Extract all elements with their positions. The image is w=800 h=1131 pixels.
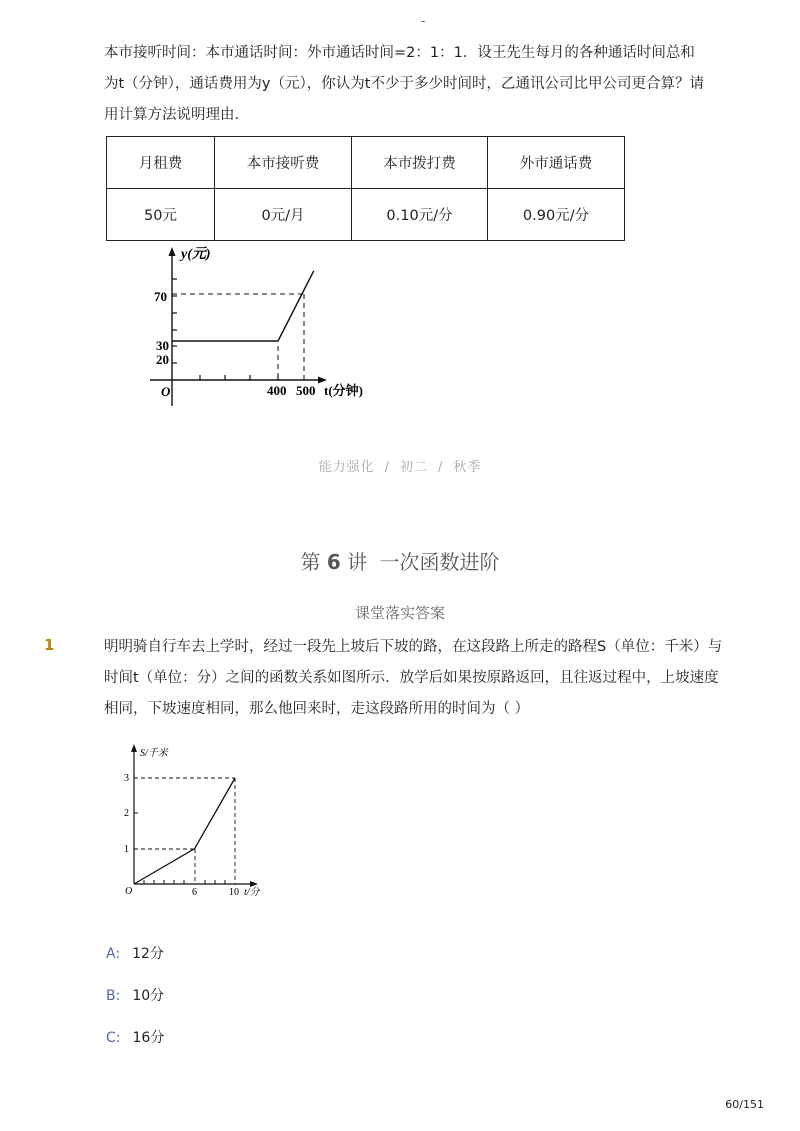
- fee-graph: [140, 240, 390, 415]
- y-axis-arrow: [169, 247, 176, 256]
- y-tick-70: 70: [154, 289, 167, 304]
- y-tick-2: 2: [124, 808, 129, 819]
- fee-value-cell: 50元: [107, 189, 215, 241]
- lecture-number: 6: [326, 550, 341, 574]
- intro-paragraph: [104, 38, 724, 131]
- course-name: 能力强化: [318, 460, 375, 475]
- fee-table-header-row: [107, 137, 625, 189]
- y-axis-arrow: [131, 744, 137, 752]
- fee-table: [106, 136, 625, 241]
- option-label: B:: [106, 988, 121, 1004]
- lecture-suffix: 讲: [347, 550, 368, 574]
- origin-label: O: [125, 886, 133, 897]
- lecture-name: 一次函数进阶: [379, 550, 500, 574]
- distance-graph: [118, 738, 278, 903]
- option-text: 16分: [132, 1030, 165, 1046]
- option-text: 10分: [132, 988, 165, 1004]
- y-axis-label: y(元): [181, 247, 211, 262]
- fee-header-cell: 本市接听费: [215, 137, 352, 189]
- fee-value-cell: 0元/月: [215, 189, 352, 241]
- fee-header-cell: 月租费: [107, 137, 215, 189]
- fee-table-value-row: [107, 189, 625, 241]
- x-axis-label: t(分钟): [324, 383, 363, 398]
- page-number: 60/151: [725, 1098, 764, 1111]
- season-name: 秋季: [453, 460, 482, 475]
- question-line-3: 相同，下坡速度相同，那么他回来时，走这段路所用的时间为（ ）: [104, 701, 530, 717]
- x-axis-label: t/分: [244, 887, 260, 898]
- option-text: 12分: [132, 946, 164, 962]
- option-a[interactable]: [106, 943, 164, 963]
- option-c[interactable]: [106, 1027, 164, 1047]
- page-header: [0, 456, 800, 475]
- header-separator: /: [438, 460, 444, 475]
- x-tick-400: 400: [267, 383, 287, 398]
- intro-line-1: 本市接听时间：本市通话时间：外市通话时间=2：1：1．设王先生每月的各种通话时间总和: [104, 45, 695, 61]
- lecture-prefix: 第: [300, 550, 321, 574]
- question-number: 1: [44, 636, 55, 654]
- option-label: A:: [106, 946, 121, 962]
- origin-label: O: [161, 384, 171, 399]
- header-separator: /: [384, 460, 390, 475]
- y-axis-label: S/千米: [140, 748, 168, 759]
- question-line-2: 时间t（单位：分）之间的函数关系如图所示．放学后如果按原路返回，且往返过程中，上坡速度: [104, 670, 719, 686]
- y-tick-30: 30: [156, 338, 169, 353]
- top-mark: -: [421, 14, 426, 28]
- lecture-title: [0, 546, 800, 575]
- section-title: 课堂落实答案: [354, 604, 445, 622]
- y-tick-20: 20: [156, 352, 169, 367]
- x-tick-6: 6: [192, 887, 197, 898]
- question-text: [104, 632, 724, 725]
- fee-header-cell: 本市拨打费: [352, 137, 488, 189]
- grade-name: 初二: [399, 460, 428, 475]
- y-tick-1: 1: [124, 844, 129, 855]
- y-tick-3: 3: [124, 773, 129, 784]
- fee-curve: [172, 271, 314, 341]
- intro-line-3: 用计算方法说明理由．: [104, 107, 249, 123]
- intro-line-2: 为t（分钟），通话费用为y（元），你认为t不少于多少时间时，乙通讯公司比甲公司更合算？请: [104, 76, 704, 92]
- fee-value-cell: 0.90元/分: [488, 189, 625, 241]
- question-line-1: 明明骑自行车去上学时，经过一段先上坡后下坡的路，在这段路上所走的路程S（单位：千米）与: [104, 639, 723, 655]
- x-tick-10: 10: [229, 887, 239, 898]
- option-b[interactable]: [106, 985, 164, 1005]
- option-label: C:: [106, 1030, 121, 1046]
- x-tick-500: 500: [296, 383, 316, 398]
- fee-header-cell: 外市通话费: [488, 137, 625, 189]
- distance-curve: [134, 778, 235, 884]
- fee-value-cell: 0.10元/分: [352, 189, 488, 241]
